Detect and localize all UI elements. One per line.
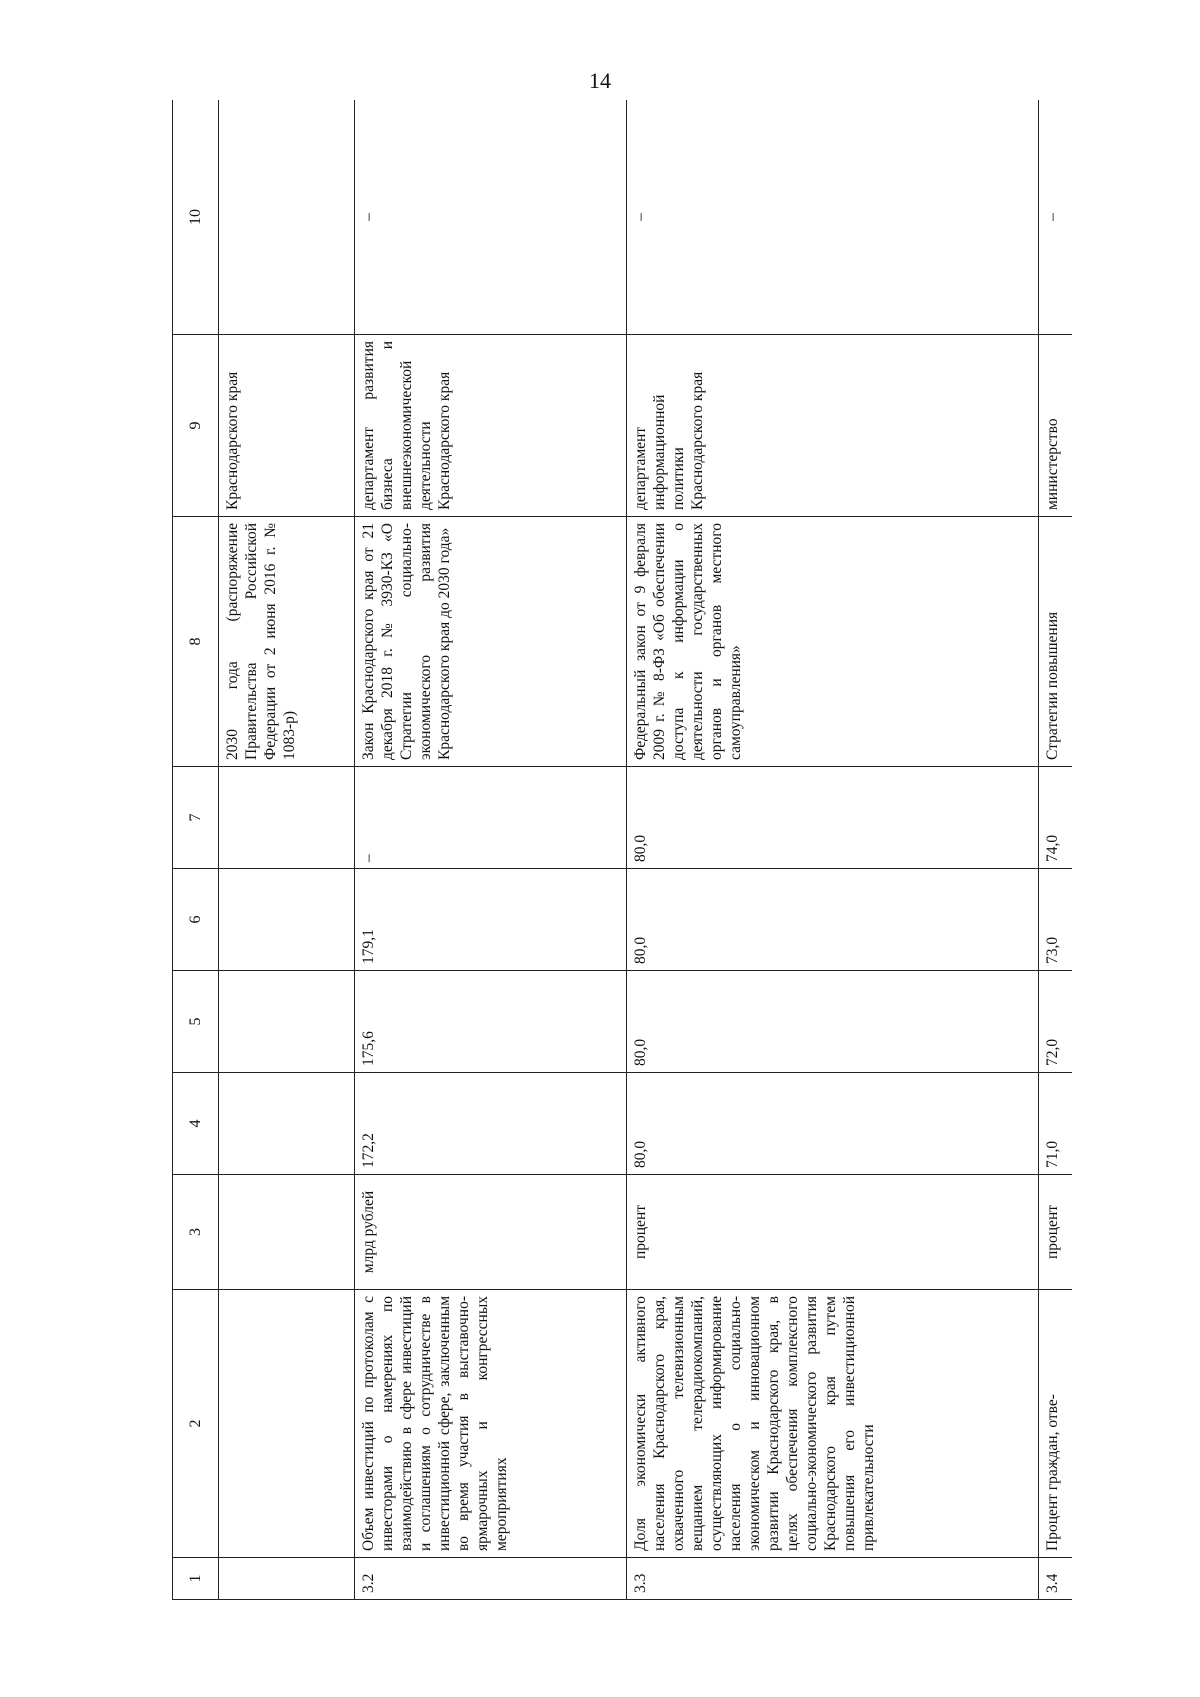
column-number-row	[173, 100, 219, 1600]
column-number: 2	[173, 1290, 219, 1558]
note: –	[355, 100, 627, 335]
table-row	[627, 100, 1039, 1600]
rotated-table-wrapper	[172, 100, 1072, 1600]
responsible-body: министерство	[1039, 335, 1073, 517]
column-number: 8	[173, 517, 219, 767]
column-number: 1	[173, 1558, 219, 1600]
legal-basis: Закон Краснодарского края от 21 декабря 2018 г. № 3930-КЗ «О Стратегии социально-экономического развития Краснодарского края до 2030 года»	[355, 517, 627, 767]
legal-basis: Стратегии повышения	[1039, 517, 1073, 767]
note: –	[627, 100, 1039, 335]
value-col-4: 71,0	[1039, 1073, 1073, 1175]
value-col-4	[219, 1073, 355, 1175]
column-number: 5	[173, 971, 219, 1073]
indicator-name	[219, 1290, 355, 1558]
column-number: 3	[173, 1175, 219, 1290]
value-col-4: 80,0	[627, 1073, 1039, 1175]
value-col-6	[219, 869, 355, 971]
value-col-7: 80,0	[627, 767, 1039, 869]
table-row	[1039, 100, 1073, 1600]
table-viewport	[172, 100, 1072, 1600]
column-number: 9	[173, 335, 219, 517]
table-row	[355, 100, 627, 1600]
responsible-body: департамент развития бизнеса и внешнеэкономической деятельности Краснодарского края	[355, 335, 627, 517]
value-col-7: 74,0	[1039, 767, 1073, 869]
row-number: 3.4	[1039, 1558, 1073, 1600]
value-col-6: 73,0	[1039, 869, 1073, 971]
unit-of-measure: процент	[627, 1175, 1039, 1290]
row-number	[219, 1558, 355, 1600]
value-col-7	[219, 767, 355, 869]
column-number: 10	[173, 100, 219, 335]
value-col-6: 80,0	[627, 869, 1039, 971]
value-col-4: 172,2	[355, 1073, 627, 1175]
unit-of-measure	[219, 1175, 355, 1290]
column-number: 4	[173, 1073, 219, 1175]
legal-basis: Федеральный закон от 9 февраля 2009 г. № 8-ФЗ «Об обеспечении доступа к информации о деятельности государственных органов и органов местного самоуправления»	[627, 517, 1039, 767]
value-col-6: 179,1	[355, 869, 627, 971]
note: –	[1039, 100, 1073, 335]
row-number: 3.2	[355, 1558, 627, 1600]
row-number: 3.3	[627, 1558, 1039, 1600]
value-col-5: 72,0	[1039, 971, 1073, 1073]
legal-basis: 2030 года (распоряжение Правительства Российской Федерации от 2 июня 2016 г. № 1083-р)	[219, 517, 355, 767]
value-col-5: 80,0	[627, 971, 1039, 1073]
column-number: 6	[173, 869, 219, 971]
unit-of-measure: млрд рублей	[355, 1175, 627, 1290]
indicators-table	[172, 100, 1072, 1600]
page-number: 14	[589, 68, 611, 93]
indicator-name: Объем инвестиций по протоколам с инвесторами о намерениях по взаимодействию в сфере инвестиций и соглашениям о сотрудничестве в инвестиционной сфере, заключенным во время участия в выставочно-ярмарочных и конгрессных мероприятиях	[355, 1290, 627, 1558]
responsible-body: Краснодарского края	[219, 335, 355, 517]
value-col-5: 175,6	[355, 971, 627, 1073]
column-number: 7	[173, 767, 219, 869]
responsible-body: департамент информационной политики Краснодарского края	[627, 335, 1039, 517]
unit-of-measure: процент	[1039, 1175, 1073, 1290]
indicator-name: Доля экономически активного населения Краснодарского края, охваченного телевизионным вещанием телерадиокомпаний, осуществляющих информирование населения о социально-экономическом и инновационном развитии Краснодарского края, в целях обеспечения комплексного социально-экономического развития Краснодарского края путем повышения его инвестиционной привлекательности	[627, 1290, 1039, 1558]
note	[219, 100, 355, 335]
indicator-name: Процент граждан, отве-	[1039, 1290, 1073, 1558]
value-col-7: –	[355, 767, 627, 869]
table-row	[219, 100, 355, 1600]
value-col-5	[219, 971, 355, 1073]
